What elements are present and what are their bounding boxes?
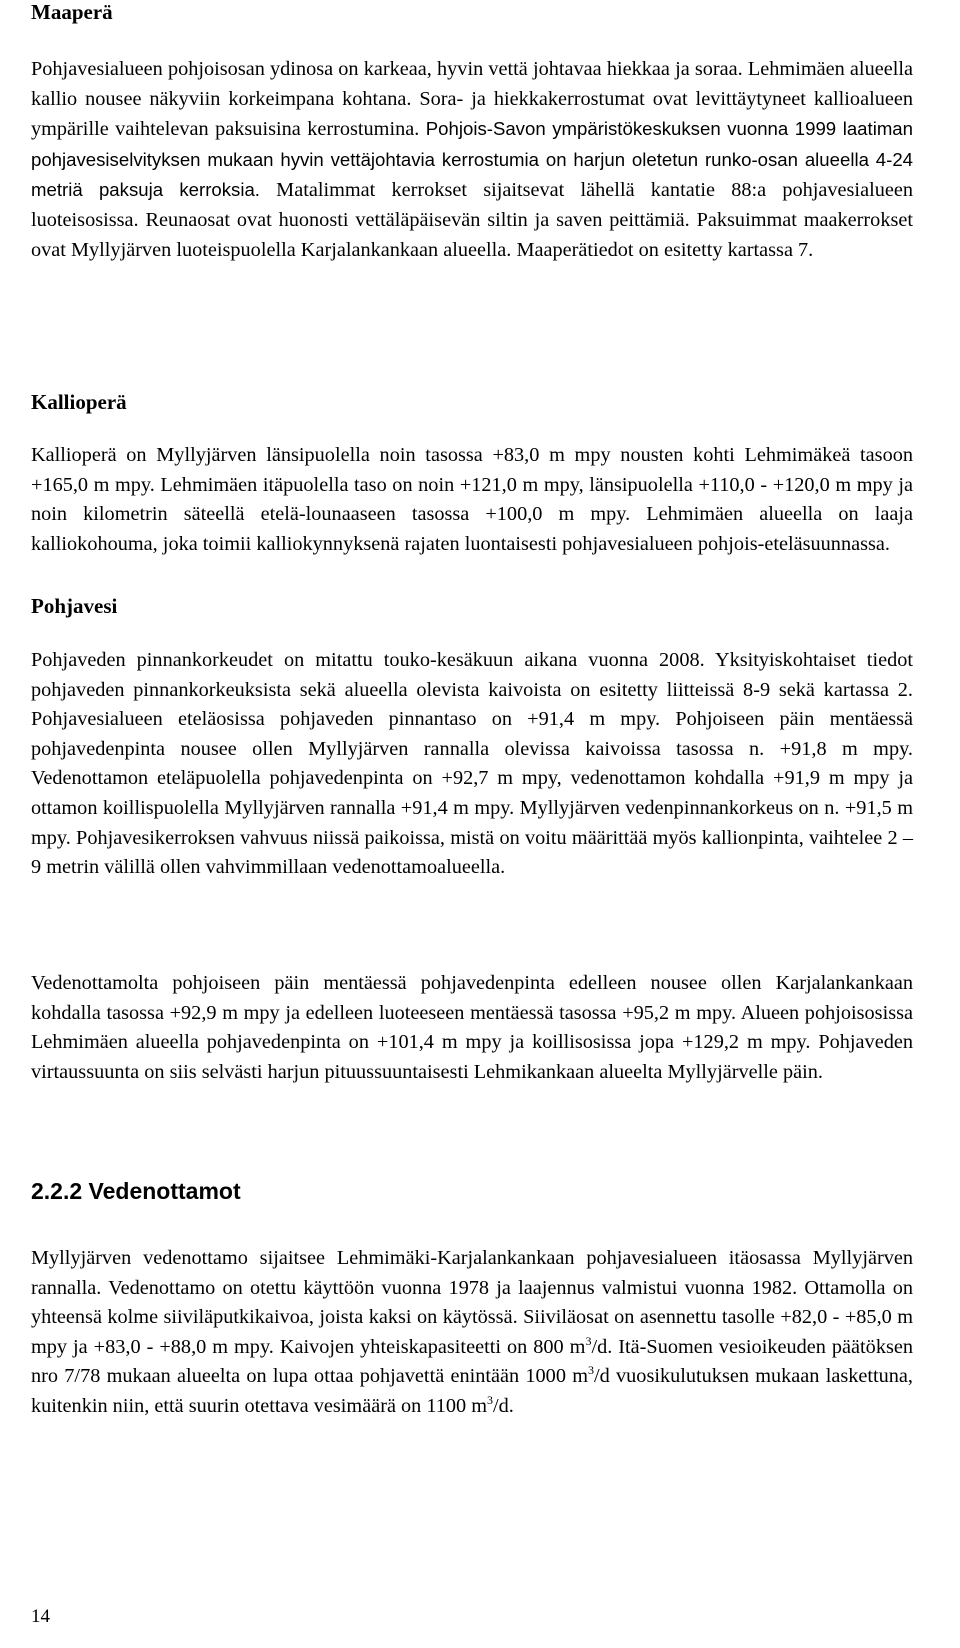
paragraph-vedenottamot xyxy=(31,1244,913,1422)
paragraph-maapera-part2: Pohjois-Savon ympäristökeskuksen vuonna 1999 laatiman pohjavesiselvityksen mukaan hyvin vettäjohtavia kerrostumia on harjun oletetun runko-osan alueella 4-24 metriä paksuja kerroksia. xyxy=(31,118,913,201)
vedenottamot-text-b: /d. Itä-Suomen vesioikeuden päätöksen nro 7/78 mukaan alueelta on lupa ottaa pohjavettä enintään 1000 m xyxy=(31,1335,913,1388)
paragraph-kalliopera: Kallioperä on Myllyjärven länsipuolella noin tasossa +83,0 m mpy nousten kohti Lehmimäkeä tasoon +165,0 m mpy. Lehmimäen itäpuolella taso on noin +121,0 m mpy, länsipuolella +110,0 - +120,0 m mpy ja noin kilometrin säteellä etelä-lounaaseen tasossa +100,0 m mpy. Lehmimäen alueella on laaja kalliokohouma, joka toimii kalliokynnyksenä rajaten luontaisesti pohjavesialueen pohjois-eteläsuunnassa. xyxy=(31,444,913,555)
heading-vedenottamot: 2.2.2 Vedenottamot xyxy=(31,1178,241,1204)
heading-pohjavesi: Pohjavesi xyxy=(31,594,118,618)
paragraph-maapera xyxy=(31,55,913,265)
vedenottamot-text-a: Myllyjärven vedenottamo sijaitsee Lehmimäki-Karjalankankaan pohjavesialueen itäosassa Myllyjärven rannalla. Vedenottamo on otettu käyttöön vuonna 1978 ja laajennus valmistui vuonna 1982. Ottamolla on yhteensä kolme siiviläputkikaivoa, joista kaksi on käytössä. Siiviläosat on asennettu tasolle +82,0 - +85,0 m mpy ja +83,0 - +88,0 m mpy. Kaivojen yhteiskapasiteetti on 800 m xyxy=(31,1247,913,1358)
heading-kalliopera: Kallioperä xyxy=(31,390,127,414)
superscript-3: 3 xyxy=(487,1393,494,1408)
vedenottamot-text-c: /d vuosikulutuksen mukaan laskettuna, kuitenkin niin, että suurin otettava vesimäärä on 1100 m xyxy=(31,1365,913,1417)
superscript-3: 3 xyxy=(588,1363,594,1378)
paragraph-maapera-part1: Pohjavesialueen pohjoisosan ydinosa on karkeaa, hyvin vettä johtavaa hiekkaa ja soraa. Lehmimäen alueella kallio nousee näkyviin korkeimpana kohtana. Sora- ja hiekkakerrostumat ovat levittäytyneet kallioalueen ympärille vaihtelevan paksuisina kerrostumina. xyxy=(31,58,913,141)
superscript-3: 3 xyxy=(585,1334,592,1349)
paragraph-pohjavesi-1: Pohjaveden pinnankorkeudet on mitattu touko-kesäkuun aikana vuonna 2008. Yksityiskohtaiset tiedot pohjaveden pinnankorkeuksista sekä alueella olevista kaivoista on esitetty liitteissä 8-9 sekä kartassa 2. Pohjavesialueen eteläosissa pohjaveden pinnantaso on +91,4 m mpy. Pohjoiseen päin mentäessä pohjavedenpinta nousee ollen Myllyjärven rannalla olevissa kaivoissa tasossa n. +91,8 m mpy. Vedenottamon eteläpuolella pohjavedenpinta on +92,7 m mpy, vedenottamon kohdalla +91,9 m mpy ja ottamon koillispuolella Myllyjärven rannalla +91,4 m mpy. Myllyjärven vedenpinnankorkeus on n. +91,5 m mpy. Pohjavesikerroksen vahvuus niissä paikoissa, mistä on voitu määrittää myös kallionpinta, vaihtelee 2 – 9 metrin välillä ollen vahvimmillaan vedenottamoalueella. xyxy=(31,649,913,879)
page-number: 14 xyxy=(31,1606,50,1627)
paragraph-pohjavesi-2: Vedenottamolta pohjoiseen päin mentäessä pohjavedenpinta edelleen nousee ollen Karjalankankaan kohdalla tasossa +92,9 m mpy ja edelleen luoteeseen mentäessä tasossa +95,2 m mpy. Alueen pohjoisosissa Lehmimäen alueella pohjavedenpinta on +101,4 m mpy ja koillisosissa jopa +129,2 m mpy. Pohjaveden virtaussuunta on siis selvästi harjun pituussuuntaisesti Lehmikankaan alueelta Myllyjärvelle päin. xyxy=(31,972,913,1083)
vedenottamot-text-d: /d. xyxy=(493,1394,514,1417)
heading-maapera: Maaperä xyxy=(31,0,113,24)
paragraph-maapera-part3: Matalimmat kerrokset sijaitsevat lähellä kantatie 88:a pohjavesialueen luoteisosissa. Reunaosat ovat huonosti vettäläpäisevän siltin ja saven peittämiä. Paksuimmat maakerrokset ovat Myllyjärven luoteispuolella Karjalankankaan alueella. Maaperätiedot on esitetty kartassa 7. xyxy=(31,179,913,261)
